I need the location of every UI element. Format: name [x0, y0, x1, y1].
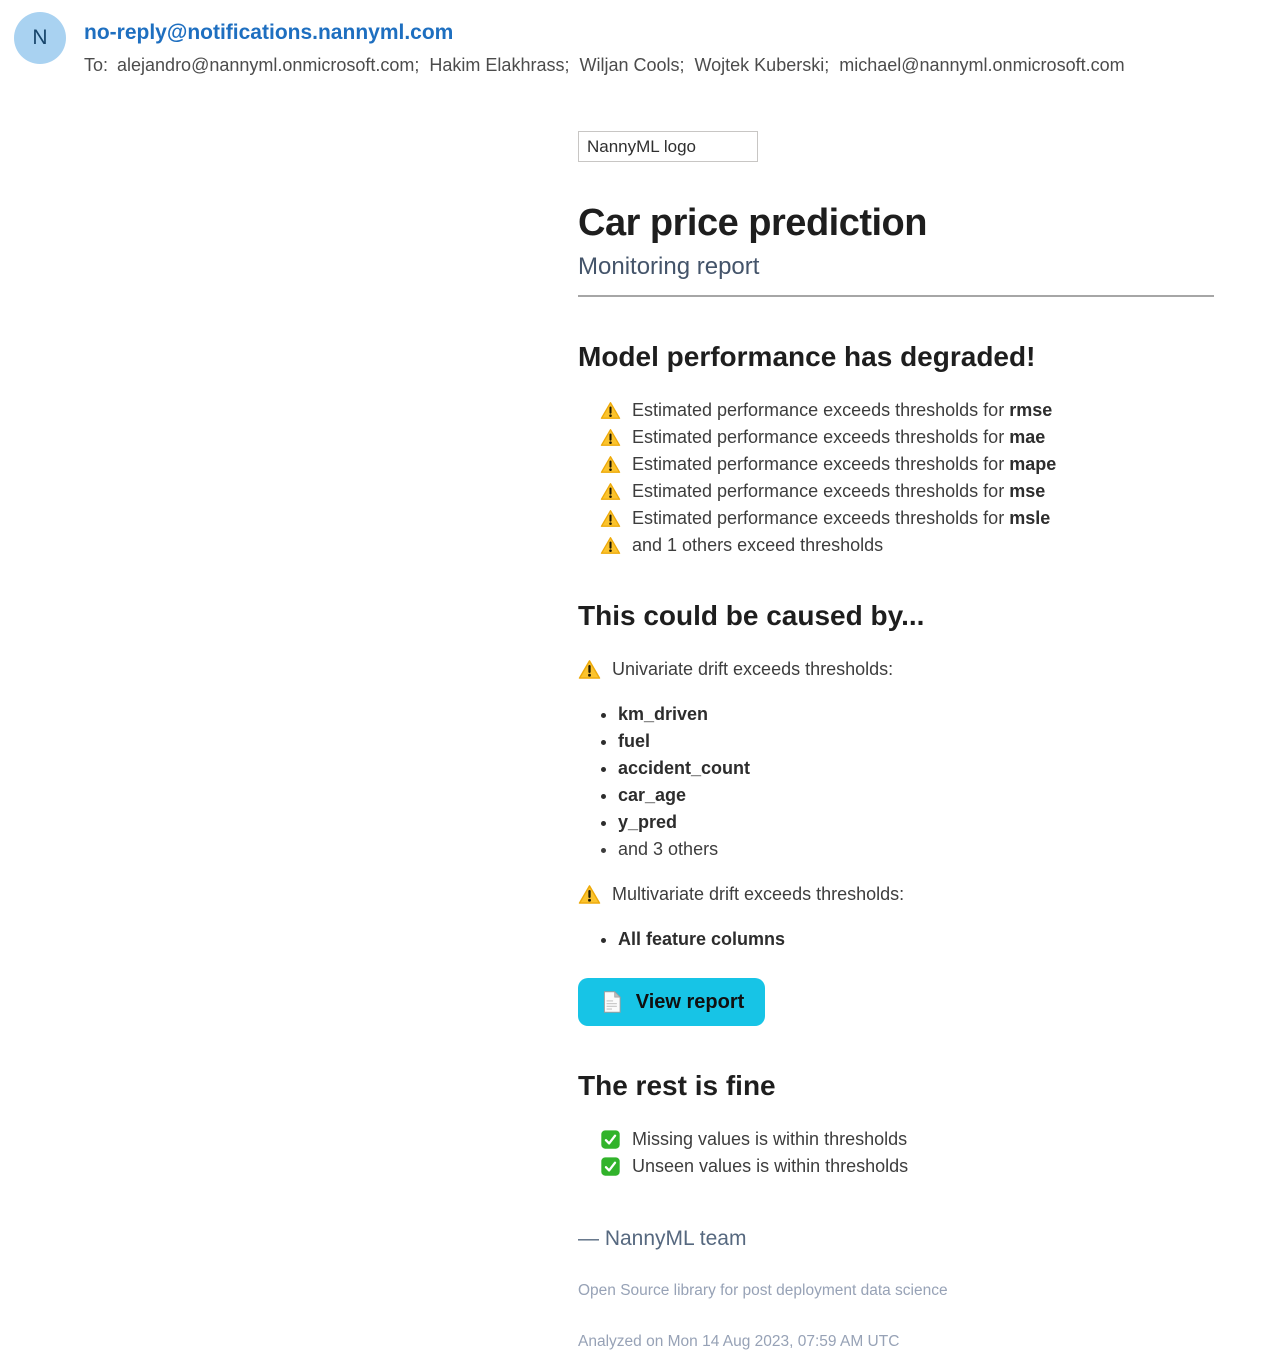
warning-text: Estimated performance exceeds thresholds for mse: [632, 481, 1046, 501]
check-item: [600, 1129, 1214, 1150]
feature-item: • fuel: [618, 731, 1214, 752]
feature-item: • accident_count: [618, 758, 1214, 779]
email-header: [0, 0, 1288, 76]
sender-email[interactable]: no-reply@notifications.nannyml.com: [84, 21, 454, 44]
univariate-drift-label: Univariate drift exceeds thresholds:: [612, 659, 894, 679]
avatar-initial: N: [32, 26, 48, 49]
fine-check-list: [600, 1129, 1214, 1177]
warning-text: Estimated performance exceeds thresholds for mae: [632, 427, 1046, 447]
signature: — NannyML team: [578, 1227, 747, 1250]
broken-logo-image: [578, 131, 758, 162]
tagline: Open Source library for post deployment data science: [578, 1282, 948, 1299]
warning-text: Estimated performance exceeds thresholds for msle: [632, 508, 1051, 528]
feature-item-others: • and 3 others: [618, 839, 1214, 860]
warning-icon: [600, 482, 621, 501]
view-report-button[interactable]: [578, 978, 765, 1026]
degraded-heading: Model performance has degraded!: [578, 341, 1036, 372]
sender-avatar[interactable]: [14, 12, 66, 64]
univariate-feature-list: [578, 704, 1214, 860]
feature-item: • km_driven: [618, 704, 1214, 725]
multivariate-drift-row: [578, 884, 1214, 905]
warning-item: [600, 454, 1214, 475]
document-icon: [599, 989, 625, 1015]
feature-item: • y_pred: [618, 812, 1214, 833]
warning-item: [600, 400, 1214, 421]
to-label: To:: [84, 55, 109, 75]
warning-item: [600, 427, 1214, 448]
warning-item: [600, 535, 1214, 556]
warning-icon: [578, 884, 601, 905]
feature-item: • car_age: [618, 785, 1214, 806]
fine-heading: The rest is fine: [578, 1070, 776, 1101]
check-text: Unseen values is within thresholds: [632, 1156, 909, 1176]
header-meta: [84, 12, 1125, 76]
warning-icon: [600, 455, 621, 474]
warning-text: Estimated performance exceeds thresholds for rmse: [632, 400, 1053, 420]
multivariate-feature-list: [578, 929, 1214, 950]
logo-alt-text: NannyML logo: [587, 136, 696, 156]
email-body: [578, 131, 1214, 1351]
warning-icon: [600, 401, 621, 420]
check-text: Missing values is within thresholds: [632, 1129, 908, 1149]
check-item: [600, 1156, 1214, 1177]
degraded-warning-list: [600, 400, 1214, 556]
causes-heading: This could be caused by...: [578, 600, 925, 631]
analyzed-timestamp: Analyzed on Mon 14 Aug 2023, 07:59 AM UTC: [578, 1333, 900, 1350]
multivariate-drift-label: Multivariate drift exceeds thresholds:: [612, 884, 905, 904]
feature-item: • All feature columns: [618, 929, 1214, 950]
report-subtitle: Monitoring report: [578, 253, 760, 280]
report-title: Car price prediction: [578, 202, 927, 244]
warning-icon: [578, 659, 601, 680]
warning-text: Estimated performance exceeds thresholds for mape: [632, 454, 1057, 474]
warning-icon: [600, 509, 621, 528]
warning-text: and 1 others exceed thresholds: [632, 535, 884, 555]
divider: [578, 295, 1214, 297]
warning-item: [600, 508, 1214, 529]
check-icon: [600, 1129, 621, 1150]
recipients[interactable]: alejandro@nannyml.onmicrosoft.com; Hakim Elakhrass; Wiljan Cools; Wojtek Kuberski; michael@nannyml.onmicrosoft.com: [117, 55, 1125, 75]
check-icon: [600, 1156, 621, 1177]
recipients-line: [84, 55, 1125, 76]
univariate-drift-row: [578, 659, 1214, 680]
warning-icon: [600, 536, 621, 555]
warning-icon: [600, 428, 621, 447]
warning-item: [600, 481, 1214, 502]
view-report-label: View report: [635, 990, 745, 1013]
